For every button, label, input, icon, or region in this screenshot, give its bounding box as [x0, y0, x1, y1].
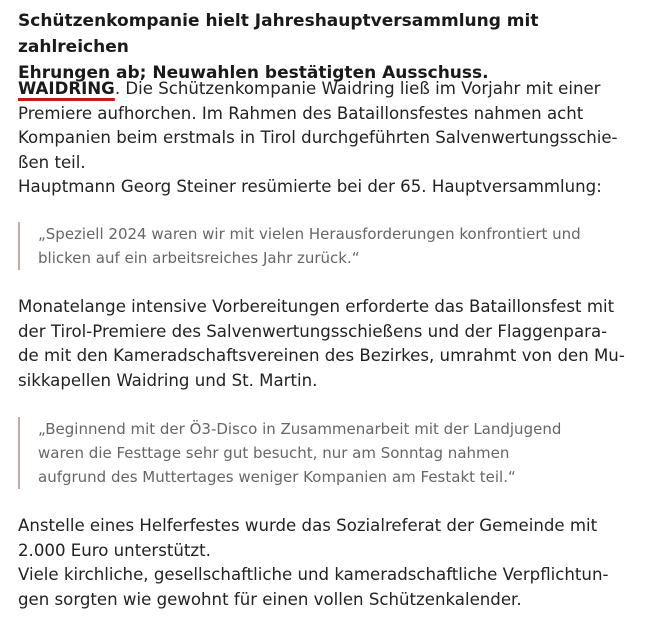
body-paragraph-2 — [18, 295, 648, 393]
text-line: Monatelange intensive Vorbereitungen erforderte das Bataillonsfest mit — [18, 297, 615, 316]
quote-line: blicken auf ein arbeitsreiches Jahr zurück.“ — [38, 249, 360, 267]
quote-line: „Speziell 2024 waren wir mit vielen Herausforderungen konfrontiert und — [38, 225, 581, 243]
text-line: Premiere aufhorchen. Im Rahmen des Bataillonsfestes nahmen acht — [18, 103, 584, 123]
text-line: . Die Schützenkompanie Waidring ließ im Vorjahr mit einer — [114, 79, 601, 98]
text-line: sikkapellen Waidring und St. Martin. — [18, 370, 318, 390]
headline-line: Schützenkompanie hielt Jahreshauptversammlung mit zahlreichen — [18, 11, 539, 57]
text-line: de mit den Kameradschaftsvereinen des Bezirkes, umrahmt von den Mu- — [18, 346, 625, 365]
text-line: Anstelle eines Helferfestes wurde das Sozialreferat der Gemeinde mit — [18, 516, 598, 535]
text-line: 2.000 Euro unterstützt. — [18, 540, 211, 560]
quote-line: waren die Festtage sehr gut besucht, nur am Sonntag nahmen — [38, 444, 510, 462]
intro-paragraph — [18, 77, 648, 200]
text-line: gen sorgten wie gewohnt für einen vollen Schützenkalender. — [18, 589, 522, 609]
headline-line: Ehrungen ab; Neuwahlen bestätigten Ausschuss. — [18, 63, 489, 83]
blockquote-2 — [18, 417, 656, 489]
text-line: Viele kirchliche, gesellschaftliche und kameradschaftliche Verpflichtun- — [18, 565, 609, 584]
text-line: Hauptmann Georg Steiner resümierte bei der 65. Hauptversammlung: — [18, 177, 602, 196]
text-line: Kompanien beim erstmals in Tirol durchgeführten Salvenwertungsschie- — [18, 128, 618, 147]
quote-line: „Beginnend mit der Ö3-Disco in Zusammenarbeit mit der Landjugend — [38, 420, 562, 438]
blockquote-1 — [18, 222, 656, 270]
article-headline — [18, 8, 648, 86]
dateline-link[interactable]: WAIDRING — [18, 79, 115, 98]
text-line: ßen teil. — [18, 152, 86, 172]
body-paragraph-3 — [18, 514, 648, 612]
text-line: der Tirol-Premiere des Salvenwertungsschießens und der Flaggenpara- — [18, 321, 608, 341]
quote-line: aufgrund des Muttertages weniger Kompanien am Festakt teil.“ — [38, 468, 516, 486]
